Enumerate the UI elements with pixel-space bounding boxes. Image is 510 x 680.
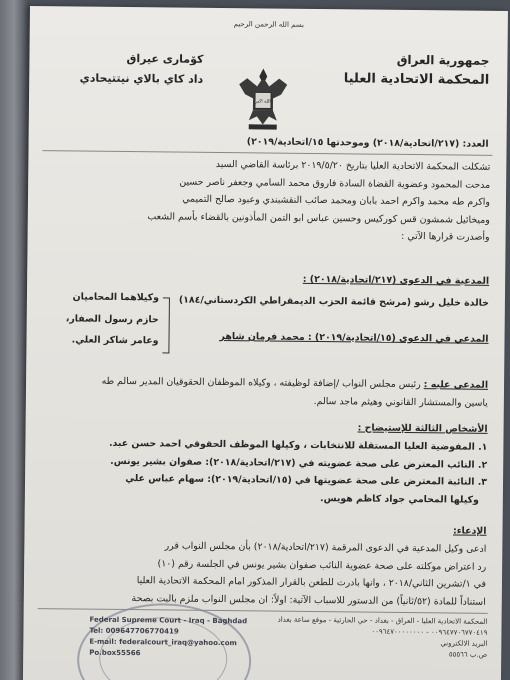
- stamp-text: [89, 615, 247, 661]
- stamp-line: E-mail: federalcourt_iraq@yahoo.com: [89, 637, 237, 648]
- claim-paragraph: [131, 537, 486, 611]
- intro-paragraph: [50, 154, 491, 247]
- intro-line: مدحت المحمود وعضوية القضاة السادة فاروق محمد السامي وجعفر ناصر حسين: [179, 176, 491, 191]
- lawyer-name: وعامر شاكر العلي.: [71, 334, 159, 347]
- intro-line: تشكلت المحكمة الاتحادية العليا بتاريخ ٢٠١٩/٥/٢٠ برئاسة القاضي السيد: [215, 158, 491, 173]
- claim-line: ادعى وكيل المدعية في الدعوى المرقمة (٢١٧/اتحادية/٢٠١٨) بأن مجلس النواب قرر: [164, 540, 487, 555]
- defendant-block: [101, 373, 488, 412]
- iraq-eagle-emblem-icon: [235, 64, 292, 135]
- plaintiff1-name: خالدة خليل رشو (مرشح قائمة الحزب الديمقراطي الكردستاني/١٨٤): [178, 294, 489, 309]
- stamp-line: Federal Supreme Court - Iraq - Baghdad: [89, 615, 248, 626]
- defendant-label: المدعى عليه :: [423, 379, 489, 391]
- defendant-text: رئيس مجلس النواب /إضافة لوظيفته ، وكيلاه الموظفان الحقوقيان المدير سالم طه: [101, 375, 424, 391]
- stamp-line: Po.box55566: [89, 648, 141, 658]
- third-party-item: ٢. النائب المعترض على صحة عضويته في (٢١٧/اتحادية/٢٠١٨): صفوان بشير يونس.: [110, 455, 488, 471]
- intro-line: وميخائيل شمشون قس كوركيس وحسين عباس ابو التمن المأذونين بالقضاء بأسم الشعب: [147, 211, 490, 226]
- footer-line: ٠٠٩٦٤٧٧٠٦٧٧٠٤١٩ - ٠٠٩٦٤٧٠٠٠٠٠٠٠٠: [371, 627, 488, 637]
- emblem-text: الله اكبر: [255, 99, 271, 105]
- case-number: العدد: (٢١٧/اتحادية/٢٠١٨) وموحدتها ١٥/اتحادية/٢٠١٩): [246, 136, 489, 150]
- plaintiff2-line: المدعي في الدعوى (١٥/اتحادية/٢٠١٩) : محمد فرمان شاهر: [219, 331, 489, 345]
- stamp-line: Tel: 009647706770419: [89, 626, 179, 636]
- third-parties-heading: الأشخاص الثالثة للإستيضاح :: [357, 422, 488, 435]
- country-name: جمهورية العراق: [396, 52, 490, 68]
- document-page: [23, 6, 508, 680]
- claim-heading: الإدعاء:: [452, 525, 487, 537]
- court-name: المحكمة الاتحادية العليا: [343, 71, 490, 88]
- third-parties-list: [108, 435, 487, 509]
- footer-contact: [277, 615, 487, 661]
- court-name-kurdish: داد كاي بالاي نيتتيحادي: [79, 71, 204, 86]
- country-name-kurdish: كۆمارى عيراق: [126, 52, 204, 66]
- defendant-text: ياسين والمستشار القانوني وهيثم ماجد سالم.: [313, 395, 488, 409]
- footer-line: ص.ب ٥٥٥٦٦: [448, 650, 488, 659]
- header-left: [79, 49, 204, 90]
- lawyers-block: [66, 288, 159, 350]
- intro-line: وأصدرت قرارها الآتي :: [401, 231, 490, 244]
- third-party-item: ٣. النائبة المعترض على صحة عضويتها في (١٥/اتحادية/٢٠١٩): سهام عباس علي: [125, 473, 488, 488]
- header-right: [344, 49, 490, 91]
- claim-line: في ١/تشرين الثاني/٢٠١٨ ، وانها بادرت للطعن بالقرار المذكور امام المحكمة الاتحادية العليا: [136, 575, 487, 590]
- footer-line: المحكمة الاتحادية العليا - العراق - بغداد - حي الحارثية - موقع ساعة بغداد: [277, 615, 488, 626]
- intro-line: واكرم طه محمد واكرم احمد بابان ومحمد صائب النقشبندي وعبود صالح التميمي: [182, 193, 491, 209]
- footer-line: البريد الالكتروني: [440, 639, 488, 648]
- claim-line: استناداً للمادة (٥٢/ثانياً) من الدستور للاسباب الآتية: اولاً: ان مجلس النواب ملزم بالبت بصحة: [131, 592, 486, 608]
- lawyer-name: حازم رسول الصفار،: [65, 312, 159, 325]
- claim-line: رد اعتراض موكلته على صحة عضوية النائب صفوان بشير يونس في الجلسة رقم (١٠): [157, 557, 487, 573]
- lawyers-label: وكيلاهما المحاميان: [72, 291, 160, 304]
- basmala: بسم الله الرحمن الرحيم: [233, 20, 305, 29]
- third-party-item: وكيلها المحامي جواد كاظم هويس.: [319, 492, 479, 506]
- parties-bracket: [162, 297, 170, 353]
- third-party-item: ١. المفوضية العليا المستقلة للانتخابات ، وكيلها الموظف الحقوقي احمد حسن عبد.: [108, 437, 488, 453]
- plaintiff1-heading: المدعية في الدعوى (٢١٧/اتحادية/٢٠١٨) :: [302, 273, 490, 287]
